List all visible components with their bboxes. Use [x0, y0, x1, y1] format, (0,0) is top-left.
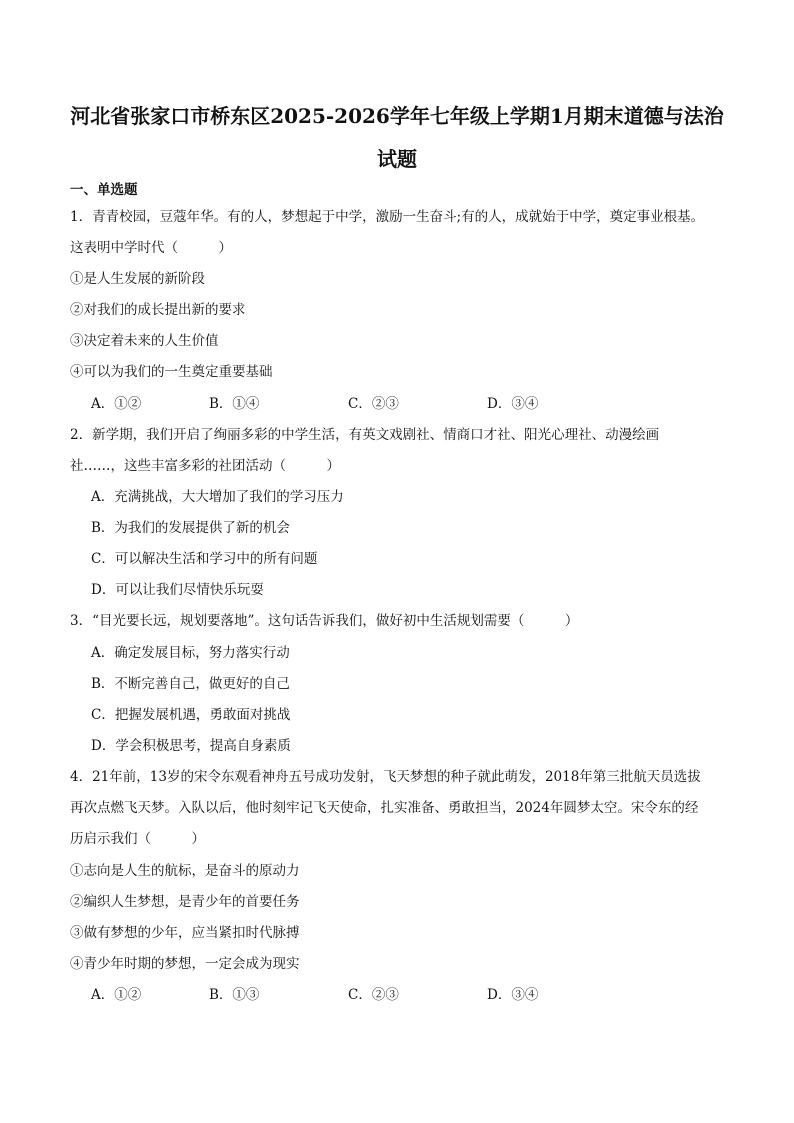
exam-title-line1: 河北省张家口市桥东区2025-2026学年七年级上学期1月期末道德与法治 [70, 104, 724, 128]
question-2-stem-line2: 社……，这些丰富多彩的社团活动（ ） [70, 458, 340, 474]
exam-title-line2: 试题 [377, 147, 417, 171]
question-1-item-2: ②对我们的成长提出新的要求 [70, 302, 246, 318]
question-4-stem-line1: 4．21年前，13岁的宋令东观看神舟五号成功发射，飞天梦想的种子就此萌发，2018年第三批航天员选拔 [70, 769, 701, 785]
option-c: C．②③ [348, 396, 399, 412]
option-b: B．①③ [209, 987, 260, 1003]
question-4-stem-line3: 历启示我们（ ） [70, 831, 205, 847]
question-4-item-4: ④青少年时期的梦想，一定会成为现实 [70, 956, 300, 972]
option-c: C．把握发展机遇，勇敢面对挑战 [91, 707, 291, 723]
section-heading: 一、单选题 [70, 182, 138, 198]
option-d: D．③④ [487, 396, 539, 412]
question-4-item-2: ②编织人生梦想，是青少年的首要任务 [70, 894, 300, 910]
option-a: A．充满挑战，大大增加了我们的学习压力 [91, 489, 344, 505]
question-4-stem-line2: 再次点燃飞天梦。入队以后，他时刻牢记飞天使命，扎实准备、勇敢担当，2024年圆梦太空。宋令东的经 [70, 800, 699, 816]
question-4-options [91, 985, 691, 1005]
question-4-item-3: ③做有梦想的少年，应当紧扣时代脉搏 [70, 925, 300, 941]
option-d: D．③④ [487, 987, 539, 1003]
question-1-item-3: ③决定着未来的人生价值 [70, 333, 219, 349]
question-3-stem-line1: 3．“目光要长远，规划要落地”。这句话告诉我们，做好初中生活规划需要（ ） [70, 613, 579, 629]
option-b: B．①④ [209, 396, 260, 412]
option-a: A．①② [91, 987, 142, 1003]
option-a: A．确定发展目标，努力落实行动 [91, 645, 290, 661]
option-c: C．可以解决生活和学习中的所有问题 [91, 551, 318, 567]
option-d: D．可以让我们尽情快乐玩耍 [91, 582, 264, 598]
option-b: B．为我们的发展提供了新的机会 [91, 520, 290, 536]
question-1-item-4: ④可以为我们的一生奠定重要基础 [70, 364, 273, 380]
option-b: B．不断完善自己，做更好的自己 [91, 676, 290, 692]
option-a: A．①② [91, 396, 142, 412]
question-1-options [91, 394, 691, 414]
question-2-stem-line1: 2．新学期，我们开启了绚丽多彩的中学生活，有英文戏剧社、情商口才社、阳光心理社、动漫绘画 [70, 427, 660, 443]
question-1-stem-line2: 这表明中学时代（ ） [70, 240, 232, 256]
question-1-stem-line1: 1．青青校园，豆蔻年华。有的人，梦想起于中学，激励一生奋斗;有的人，成就始于中学，奠定事业根基。 [70, 209, 705, 225]
option-d: D．学会积极思考，提高自身素质 [91, 738, 291, 754]
question-1-item-1: ①是人生发展的新阶段 [70, 271, 205, 287]
question-4-item-1: ①志向是人生的航标，是奋斗的原动力 [70, 863, 300, 879]
option-c: C．②③ [348, 987, 399, 1003]
